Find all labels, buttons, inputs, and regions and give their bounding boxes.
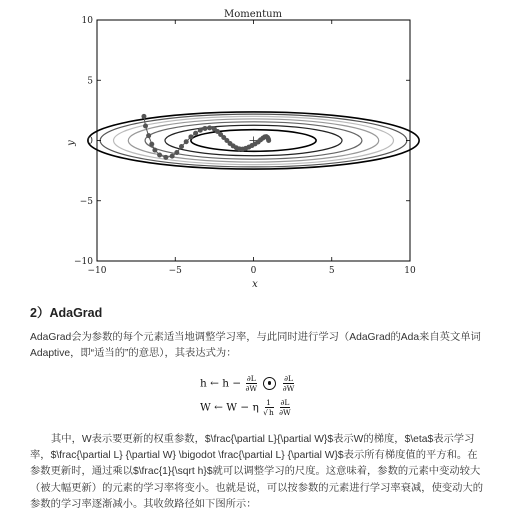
path-point xyxy=(152,148,157,153)
path-point xyxy=(198,128,203,133)
y-tick-label: 10 xyxy=(81,16,93,26)
plot-title: Momentum xyxy=(223,9,283,20)
x-axis-label: x xyxy=(252,279,258,290)
formula-h-update xyxy=(200,374,320,393)
x-tick-label: 5 xyxy=(328,266,335,276)
path-point xyxy=(179,144,184,149)
path-point xyxy=(266,138,271,143)
formula-h-lhs: h ← h − xyxy=(200,377,242,390)
intro-paragraph: AdaGrad会为参数的每个元素适当地调整学习率，与此同时进行学习（AdaGrad的Ada来自英文单词Adaptive，即“适当的”的意思），其表达式为： xyxy=(30,332,481,360)
x-tick-label: −10 xyxy=(87,266,107,276)
path-point xyxy=(149,142,154,147)
path-point xyxy=(146,133,151,138)
numerator: ∂L xyxy=(246,374,256,383)
numerator: 1 xyxy=(266,398,271,407)
x-tick-label: 0 xyxy=(250,266,257,276)
path-point xyxy=(141,114,146,119)
y-tick-label: −10 xyxy=(74,257,93,267)
path-point xyxy=(163,155,168,160)
formula-w-update xyxy=(200,398,320,417)
path-point xyxy=(157,152,162,157)
path-point xyxy=(193,131,198,136)
denominator: ∂W xyxy=(245,384,258,393)
path-point xyxy=(143,124,148,129)
section-heading: 2）AdaGrad xyxy=(30,306,103,320)
y-tick-label: −5 xyxy=(79,196,93,207)
formula-w-lhs: W ← W − η xyxy=(200,401,259,414)
hadamard-product-icon xyxy=(263,377,276,390)
x-tick-label: −5 xyxy=(168,266,182,276)
denominator xyxy=(263,408,274,417)
path-point xyxy=(170,154,175,159)
path-point xyxy=(207,125,212,130)
numerator: ∂L xyxy=(284,374,293,383)
fraction xyxy=(283,374,295,393)
y-axis-label: y xyxy=(66,140,77,146)
denominator: ∂W xyxy=(282,384,295,393)
y-tick-label: 5 xyxy=(87,76,93,87)
body-text: 其中，W表示要更新的权重参数，$\frac{\partial L}{\partial W}$表示W的梯度，$\eta$表示学习率，$\frac{\partial L} {\partial W} \bigodot \frac{\partial L} {\partial W}$表示所有梯度值的平方和。在参数更新时，通过乘以$\frac{1}{\sqrt h}$就可以调整学习的尺度。这意味着，参数的元素中变动较大（被大幅更新）的元素的学习率将变小。也就是说，可以按参数的元素进行学习率衰减，使变动大的参数的学习率逐渐减小。其收敛路径如下图所示： xyxy=(30,434,484,510)
x-tick-label: 10 xyxy=(404,266,416,276)
sqrt-radicand: h xyxy=(268,408,274,417)
denominator: ∂W xyxy=(279,408,291,417)
body-paragraph xyxy=(30,432,485,513)
contour-lines xyxy=(88,112,419,169)
path-point xyxy=(202,126,207,131)
y-tick-label: 0 xyxy=(87,136,93,147)
fraction xyxy=(279,398,291,417)
path-point xyxy=(188,134,193,139)
fraction xyxy=(263,398,274,417)
path-point xyxy=(174,150,179,155)
numerator: ∂L xyxy=(280,398,290,407)
sqrt-symbol: √ xyxy=(263,408,268,417)
path-point xyxy=(184,139,189,144)
fraction xyxy=(245,374,257,393)
